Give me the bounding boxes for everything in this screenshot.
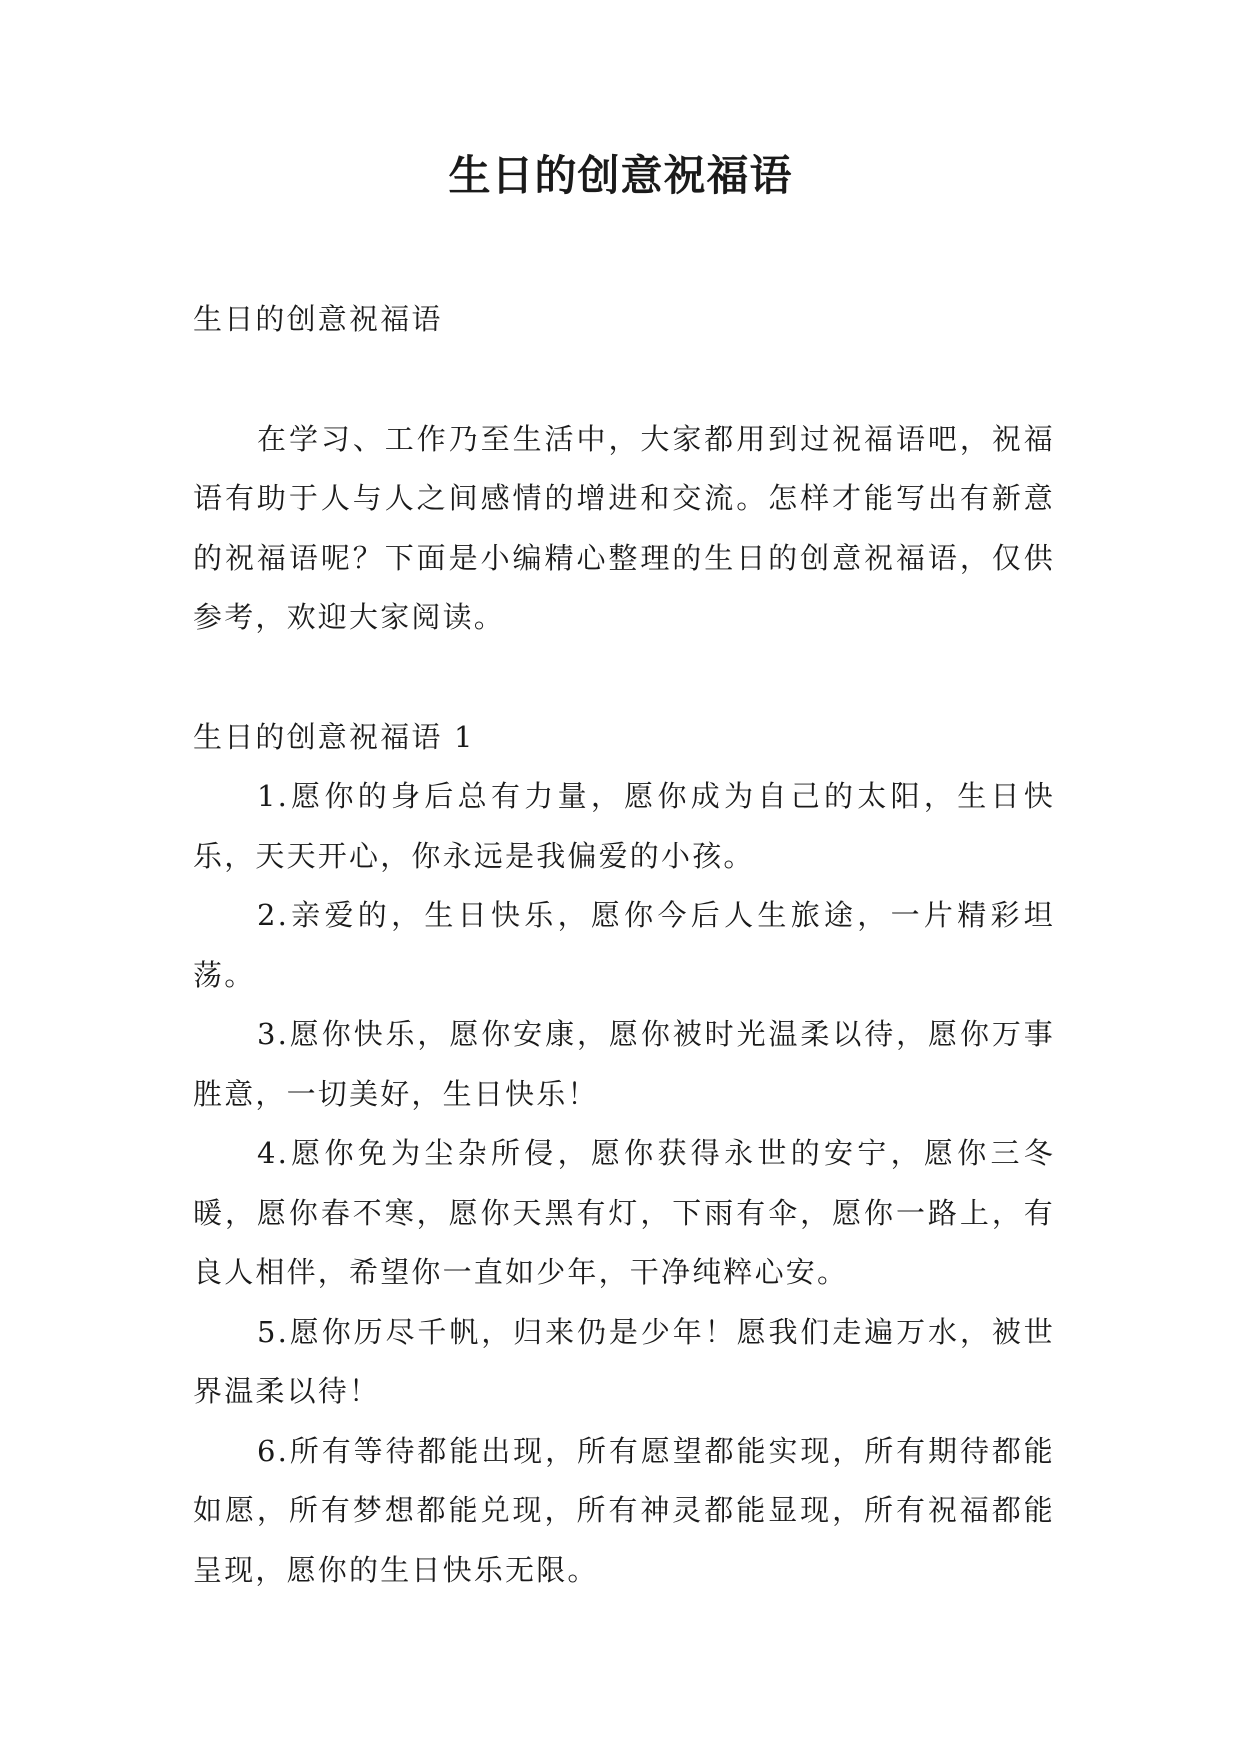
wish-item-4: 4.愿你免为尘杂所侵，愿你获得永世的安宁，愿你三冬暖，愿你春不寒，愿你天黑有灯，下雨有伞，愿你一路上，有良人相伴，希望你一直如少年，干净纯粹心安。 [193,1136,1055,1289]
wish-item-5: 5.愿你历尽千帆，归来仍是少年！愿我们走遍万水，被世界温柔以待！ [193,1314,1055,1408]
wish-item-6: 6.所有等待都能出现，所有愿望都能实现，所有期待都能如愿，所有梦想都能兑现，所有神灵都能显现，所有祝福都能呈现，愿你的生日快乐无限。 [193,1433,1055,1587]
intro-paragraph: 在学习、工作乃至生活中，大家都用到过祝福语吧，祝福语有助于人与人之间感情的增进和交流。怎样才能写出有新意的祝福语呢？下面是小编精心整理的生日的创意祝福语，仅供参考，欢迎大家阅读。 [193,421,1055,634]
wish-item-2: 2.亲爱的，生日快乐，愿你今后人生旅途，一片精彩坦荡。 [193,898,1055,992]
wish-item-1: 1.愿你的身后总有力量，愿你成为自己的太阳，生日快乐，天天开心，你永远是我偏爱的小孩。 [193,779,1055,873]
document-body [193,290,1055,1600]
section-heading: 生日的创意祝福语 1 [193,719,475,754]
document-title: 生日的创意祝福语 [448,151,793,200]
wish-item-3: 3.愿你快乐，愿你安康，愿你被时光温柔以待，愿你万事胜意，一切美好，生日快乐！ [193,1017,1055,1111]
document-subtitle: 生日的创意祝福语 [193,302,443,336]
